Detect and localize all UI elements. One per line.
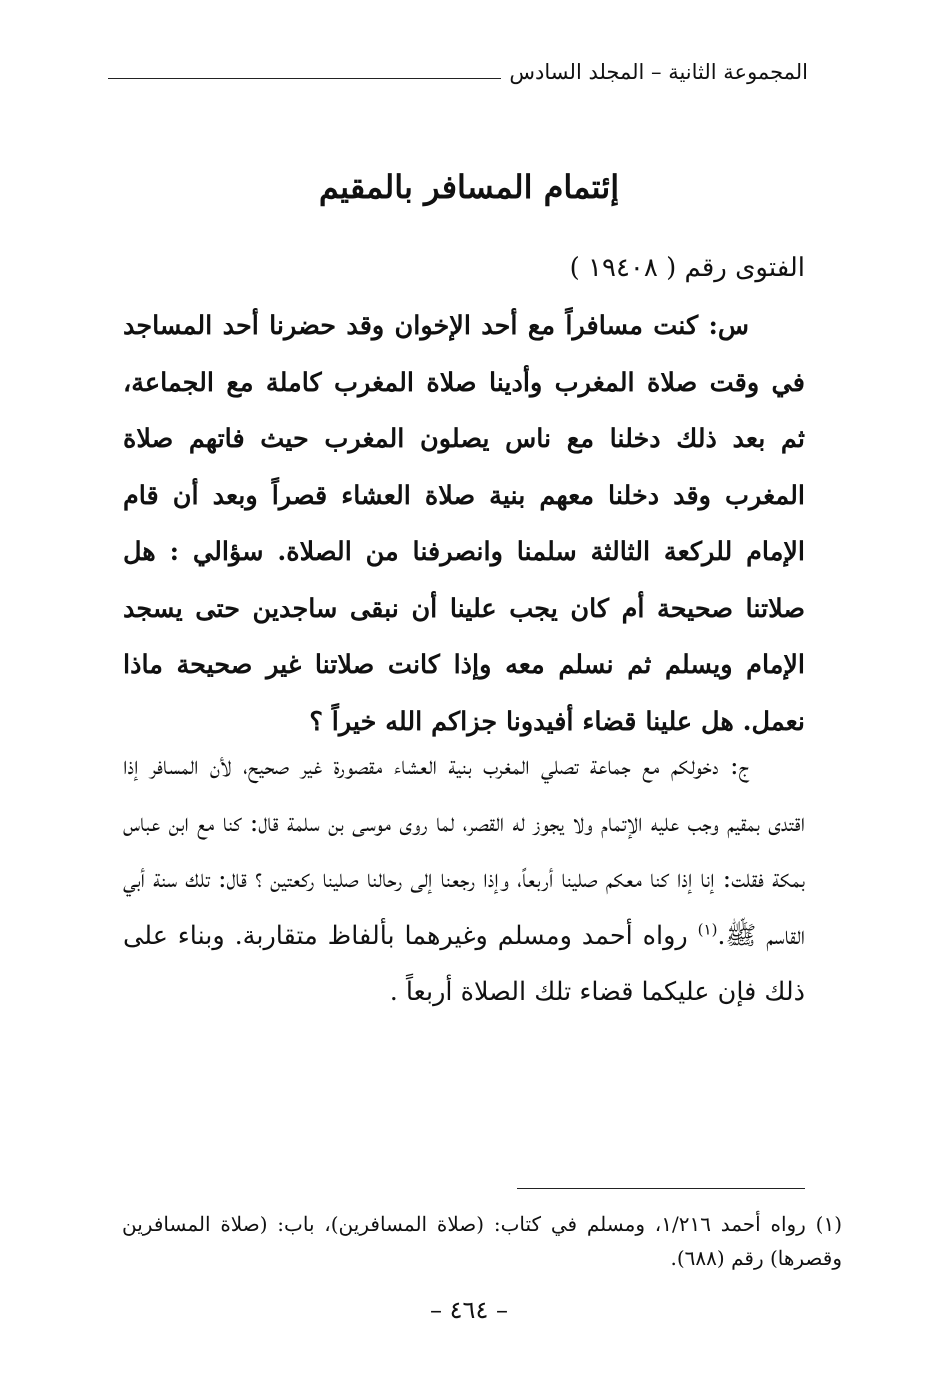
footnote-reference: (١) (697, 920, 718, 938)
question-text: س: كنت مسافراً مع أحد الإخوان وقد حضرنا أحد المساجد في وقت صلاة المغرب وأدينا صلاة المغرب كاملة مع الجماعة، ثم بعد ذلك دخلنا مع ناس يصلون المغرب حيث فاتهم صلاة المغرب وقد دخلنا معهم بنية صلاة العشاء قصراً وبعد أن قام الإمام للركعة الثالثة سلمنا وانصرفنا من الصلاة. سؤالي : هل صلاتنا صحيحة أم كان يجب علينا أن نبقى ساجدين حتى يسجد الإمام ويسلم ثم نسلم معه وإذا كانت صلاتنا غير صحيحة ماذا نعمل. هل علينا قضاء أفيدونا جزاكم الله خيراً ؟ (123, 311, 805, 737)
answer-text: ج: دخولكم مع جماعة تصلي المغرب بنية العشاء مقصورة غير صحيح، لأن المسافر إذا اقتدى بمقيم وجب عليه الإتمام ولا يجوز له القصر، لما روى موسى بن سلمة قال: كنا مع ابن عباس بمكة فقلت: إنا إذا كنا معكم صلينا أربعاً، وإذا رجعنا إلى رحالنا صلينا ركعتين ؟ قال: تلك سنة أبي القاسم ﷺ. (123, 751, 806, 951)
page-number: – ٤٦٤ – (430, 1296, 508, 1324)
fatwa-number: الفتوى رقم ( ١٩٤٠٨ ) (569, 253, 805, 283)
running-header-title: المجموعة الثانية – المجلد السادس (509, 60, 808, 84)
fatwa-title: إئتمام المسافر بالمقيم (318, 168, 620, 206)
answer-text-continued: رواه أحمد ومسلم وغيرهما بألفاظ متقاربة. وبناء على ذلك فإن عليكما قضاء تلك الصلاة أربعاً . (123, 920, 805, 1007)
footnote: (١) رواه أحمد ١/٢١٦، ومسلم في كتاب: (صلاة المسافرين)، باب: (صلاة المسافرين وقصرها) رقم (٦٨٨). (122, 1212, 842, 1270)
answer-paragraph (123, 738, 805, 1021)
header-rule (108, 78, 501, 79)
question-paragraph (123, 298, 805, 750)
footnote-separator (517, 1188, 805, 1189)
running-header (108, 62, 808, 83)
